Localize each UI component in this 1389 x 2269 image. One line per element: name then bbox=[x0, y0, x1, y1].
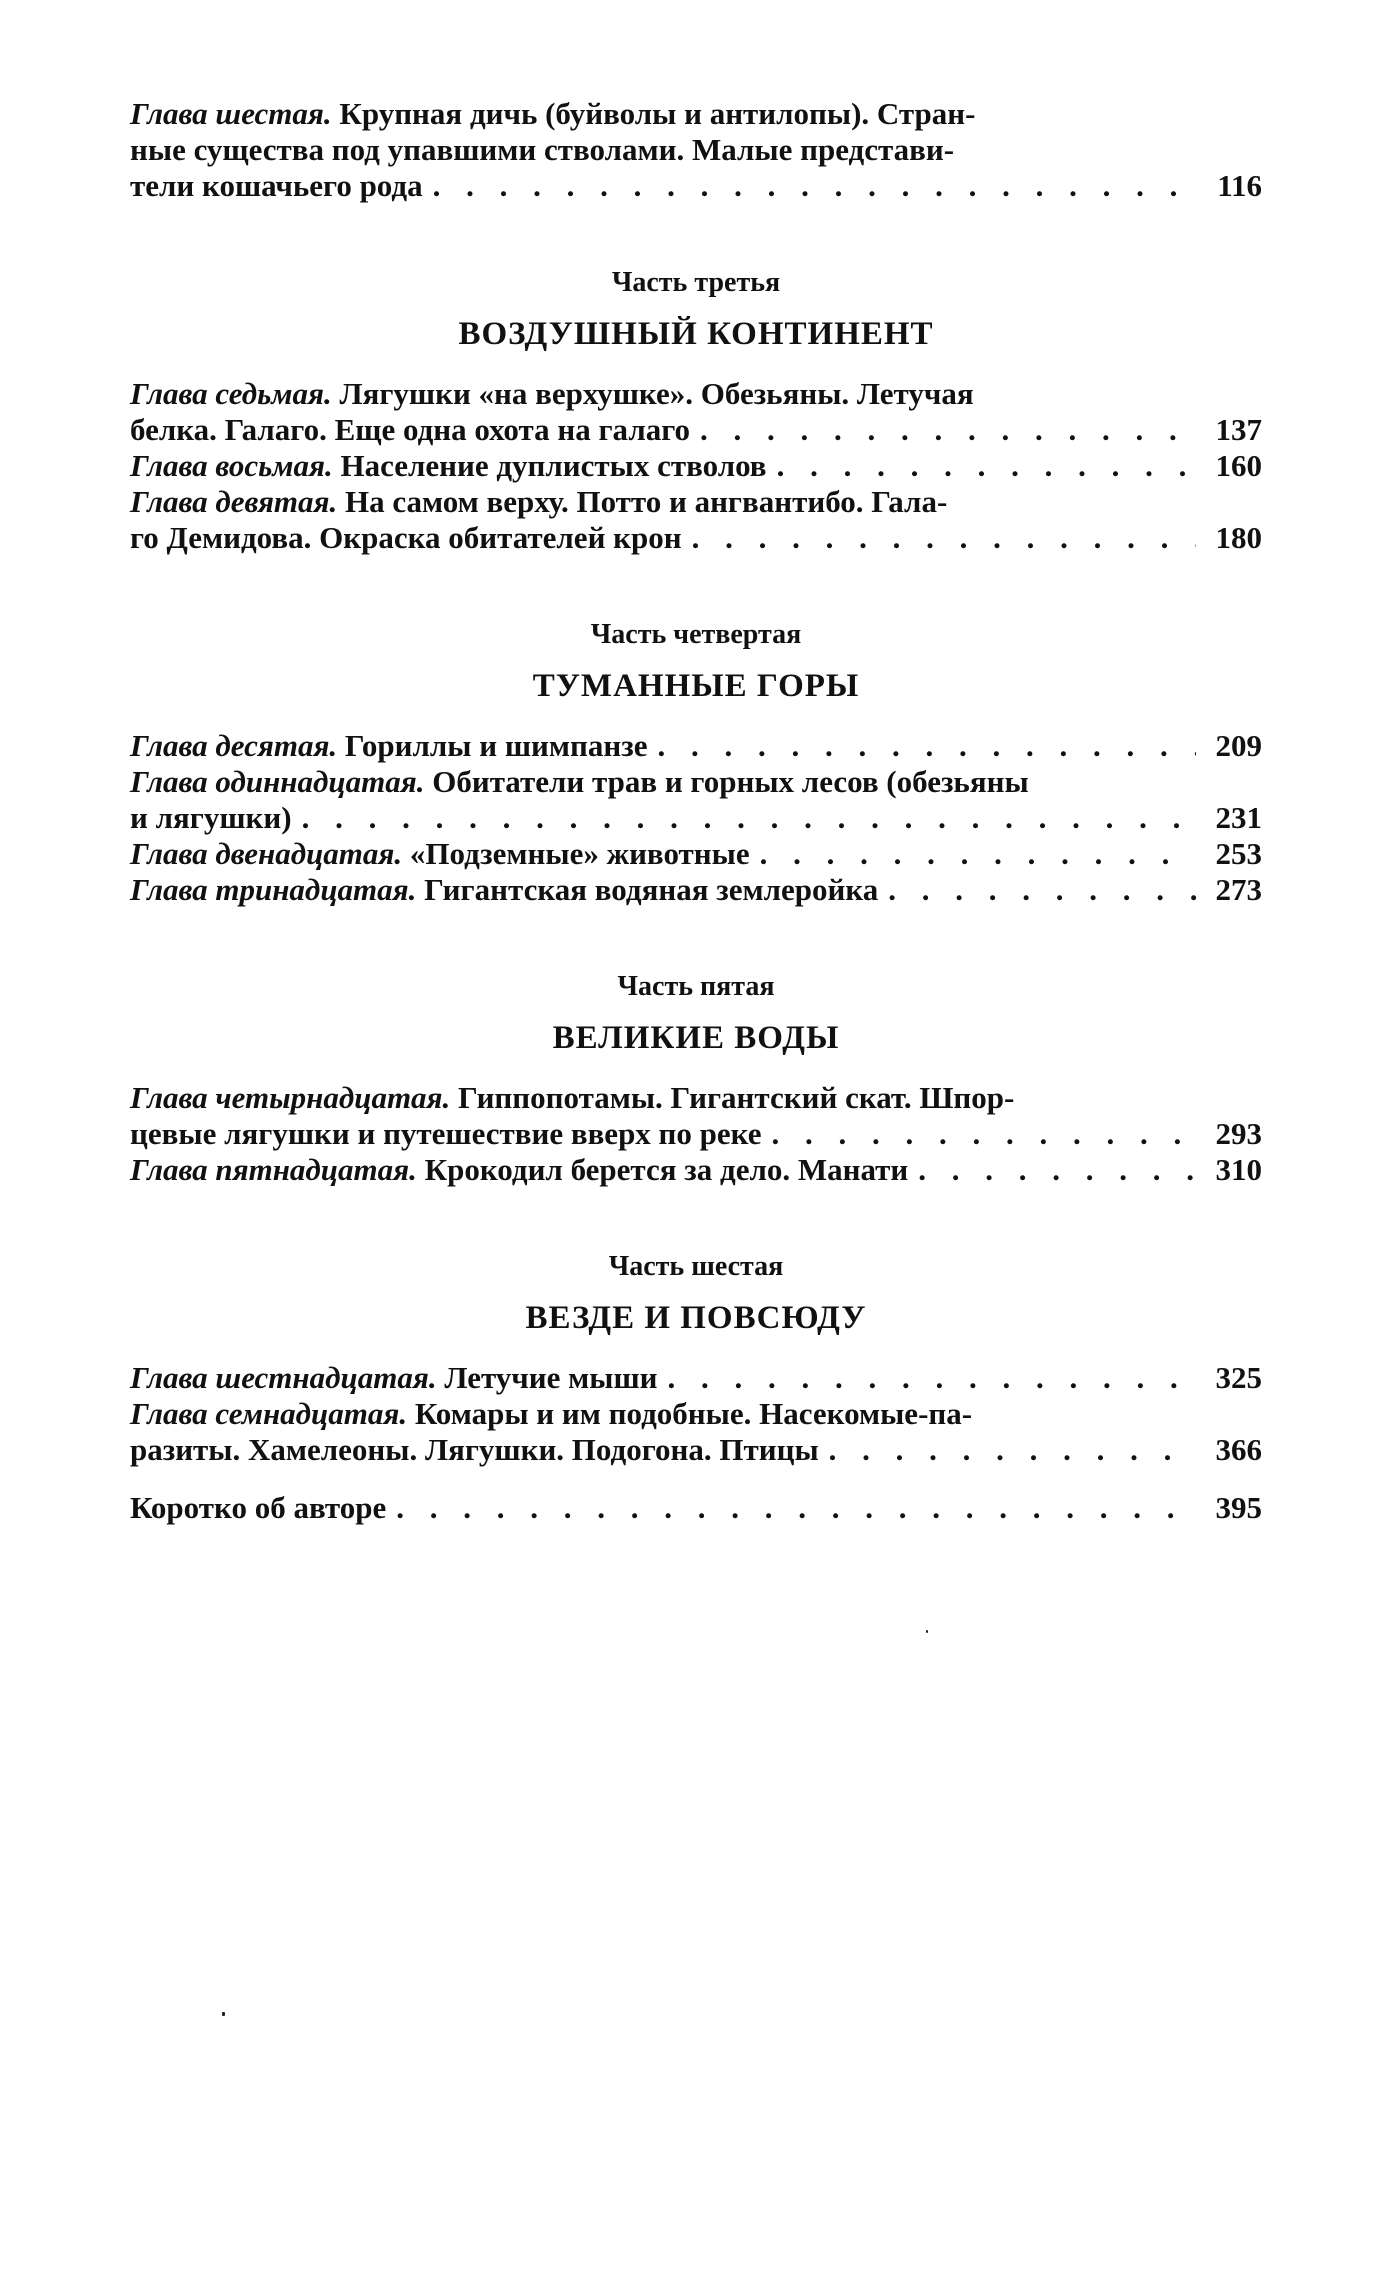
entry-line bbox=[130, 872, 878, 908]
chapter-label: Глава седьмая. bbox=[130, 376, 332, 411]
chapter-label: Глава восьмая. bbox=[130, 448, 333, 483]
page-number: 395 bbox=[1215, 1490, 1262, 1525]
entry-line bbox=[130, 376, 1262, 412]
table-of-contents bbox=[130, 96, 1262, 1526]
chapter-title-line: Гиппопотамы. Гигантский скат. Шпор- bbox=[458, 1080, 1015, 1115]
dot-leader bbox=[668, 1360, 1196, 1396]
entry-last-line bbox=[130, 728, 1262, 764]
entry-line bbox=[130, 1152, 908, 1188]
toc-entry-ch15 bbox=[130, 1152, 1262, 1188]
page-number: 273 bbox=[1215, 872, 1262, 907]
chapter-title-line: Лягушки «на верхушке». Обезьяны. Летучая bbox=[339, 376, 974, 411]
chapter-title-line: Комары и им подобные. Насекомые-па- bbox=[414, 1396, 973, 1431]
entry-line bbox=[130, 484, 1262, 520]
page-number: 366 bbox=[1215, 1432, 1262, 1467]
chapter-title-line: Обитатели трав и горных лесов (обезьяны bbox=[432, 764, 1029, 799]
part-heading-6 bbox=[130, 1250, 1262, 1338]
entry-line bbox=[130, 448, 767, 484]
entry-last-line bbox=[130, 412, 1262, 448]
dot-leader bbox=[777, 448, 1196, 484]
dot-leader bbox=[760, 836, 1196, 872]
page-number: 209 bbox=[1215, 728, 1262, 763]
chapter-title-line: Население дуплистых стволов bbox=[340, 448, 767, 483]
chapter-label: Глава семнадцатая. bbox=[130, 1396, 408, 1431]
part-heading-5 bbox=[130, 970, 1262, 1058]
toc-entry-author bbox=[130, 1490, 1262, 1526]
chapter-title-line: тели кошачьего рода bbox=[130, 168, 423, 203]
entry-last-line bbox=[130, 1432, 1262, 1468]
dot-leader bbox=[888, 872, 1196, 908]
entry-line bbox=[130, 728, 647, 764]
chapter-title-line: цевые лягушки и путешествие вверх по реке bbox=[130, 1116, 762, 1151]
part-label: Часть шестая bbox=[608, 1251, 784, 1282]
page-number: 180 bbox=[1215, 520, 1262, 555]
entry-line bbox=[130, 1396, 1262, 1432]
part-label: Часть третья bbox=[611, 267, 781, 298]
entry-last-line bbox=[130, 1152, 1262, 1188]
part-label: Часть пятая bbox=[617, 971, 775, 1002]
chapter-title-line: разиты. Хамелеоны. Лягушки. Подогона. Птицы bbox=[130, 1432, 819, 1467]
entry-line: ные существа под упавшими стволами. Малые представи- bbox=[130, 132, 955, 167]
chapter-title-line: го Демидова. Окраска обитателей крон bbox=[130, 520, 682, 555]
part-title: ТУМАННЫЕ ГОРЫ bbox=[532, 668, 860, 704]
entry-last-line bbox=[130, 1490, 1262, 1526]
toc-entry-ch9 bbox=[130, 484, 1262, 556]
print-speck bbox=[222, 2012, 225, 2016]
part-heading-3 bbox=[130, 266, 1262, 354]
chapter-label: Глава шестая. bbox=[130, 96, 332, 131]
dot-leader bbox=[302, 800, 1196, 836]
chapter-title-line: Летучие мыши bbox=[444, 1360, 658, 1395]
chapter-title-line: «Подземные» животные bbox=[409, 836, 750, 871]
page-number: 253 bbox=[1215, 836, 1262, 871]
dot-leader bbox=[772, 1116, 1196, 1152]
chapter-label: Глава шестнадцатая. bbox=[130, 1360, 437, 1395]
entry-last-line bbox=[130, 448, 1262, 484]
toc-entry-ch6 bbox=[130, 96, 1262, 204]
part-title: ВОЗДУШНЫЙ КОНТИНЕНТ bbox=[458, 316, 934, 352]
chapter-label: Глава десятая. bbox=[130, 728, 338, 763]
dot-leader bbox=[829, 1432, 1196, 1468]
chapter-label: Глава четырнадцатая. bbox=[130, 1080, 451, 1115]
toc-entry-ch16 bbox=[130, 1360, 1262, 1396]
chapter-label: Глава девятая. bbox=[130, 484, 338, 519]
entry-last-line bbox=[130, 800, 1262, 836]
page-number: 231 bbox=[1215, 800, 1262, 835]
page-number: 325 bbox=[1215, 1360, 1262, 1395]
page-number: 293 bbox=[1215, 1116, 1262, 1151]
toc-entry-ch12 bbox=[130, 836, 1262, 872]
toc-entry-ch7 bbox=[130, 376, 1262, 448]
chapter-title-line: Крупная дичь (буйволы и антилопы). Стран- bbox=[339, 96, 976, 131]
entry-line bbox=[130, 764, 1262, 800]
entry-line bbox=[130, 836, 750, 872]
toc-entry-ch11 bbox=[130, 764, 1262, 836]
page-number: 160 bbox=[1215, 448, 1262, 483]
toc-entry-ch17 bbox=[130, 1396, 1262, 1468]
entry-line bbox=[130, 96, 1262, 132]
entry-line bbox=[130, 1360, 658, 1396]
dot-leader bbox=[700, 412, 1196, 448]
print-speck bbox=[926, 1630, 928, 1633]
page-number: 116 bbox=[1217, 168, 1262, 203]
chapter-label: Глава тринадцатая. bbox=[130, 872, 417, 907]
dot-leader bbox=[396, 1490, 1196, 1526]
part-title: ВЕЗДЕ И ПОВСЮДУ bbox=[525, 1300, 867, 1336]
toc-entry-ch10 bbox=[130, 728, 1262, 764]
toc-entry-ch13 bbox=[130, 872, 1262, 908]
chapter-title-line: Коротко об авторе bbox=[130, 1490, 387, 1525]
dot-leader bbox=[692, 520, 1196, 556]
page-number: 137 bbox=[1215, 412, 1262, 447]
chapter-title-line: Крокодил берется за дело. Манати bbox=[424, 1152, 909, 1187]
entry-last-line bbox=[130, 520, 1262, 556]
part-label: Часть четвертая bbox=[590, 619, 802, 650]
toc-entry-ch8 bbox=[130, 448, 1262, 484]
chapter-title-line: белка. Галаго. Еще одна охота на галаго bbox=[130, 412, 691, 447]
dot-leader bbox=[918, 1152, 1196, 1188]
dot-leader bbox=[657, 728, 1196, 764]
entry-last-line bbox=[130, 872, 1262, 908]
chapter-title-line: Гориллы и шимпанзе bbox=[344, 728, 648, 763]
chapter-label: Глава пятнадцатая. bbox=[130, 1152, 417, 1187]
dot-leader bbox=[433, 168, 1196, 204]
chapter-title-line: Гигантская водяная землеройка bbox=[424, 872, 879, 907]
part-title: ВЕЛИКИЕ ВОДЫ bbox=[552, 1020, 840, 1056]
chapter-title-line: и лягушки) bbox=[130, 800, 292, 835]
chapter-label: Глава одиннадцатая. bbox=[130, 764, 425, 799]
entry-last-line bbox=[130, 168, 1262, 204]
entry-last-line bbox=[130, 1360, 1262, 1396]
part-heading-4 bbox=[130, 618, 1262, 706]
chapter-title-line: На самом верху. Потто и ангвантибо. Гала- bbox=[345, 484, 948, 519]
entry-last-line bbox=[130, 836, 1262, 872]
chapter-label: Глава двенадцатая. bbox=[130, 836, 403, 871]
page-number: 310 bbox=[1215, 1152, 1262, 1187]
entry-line bbox=[130, 1080, 1262, 1116]
toc-entry-ch14 bbox=[130, 1080, 1262, 1152]
entry-last-line bbox=[130, 1116, 1262, 1152]
